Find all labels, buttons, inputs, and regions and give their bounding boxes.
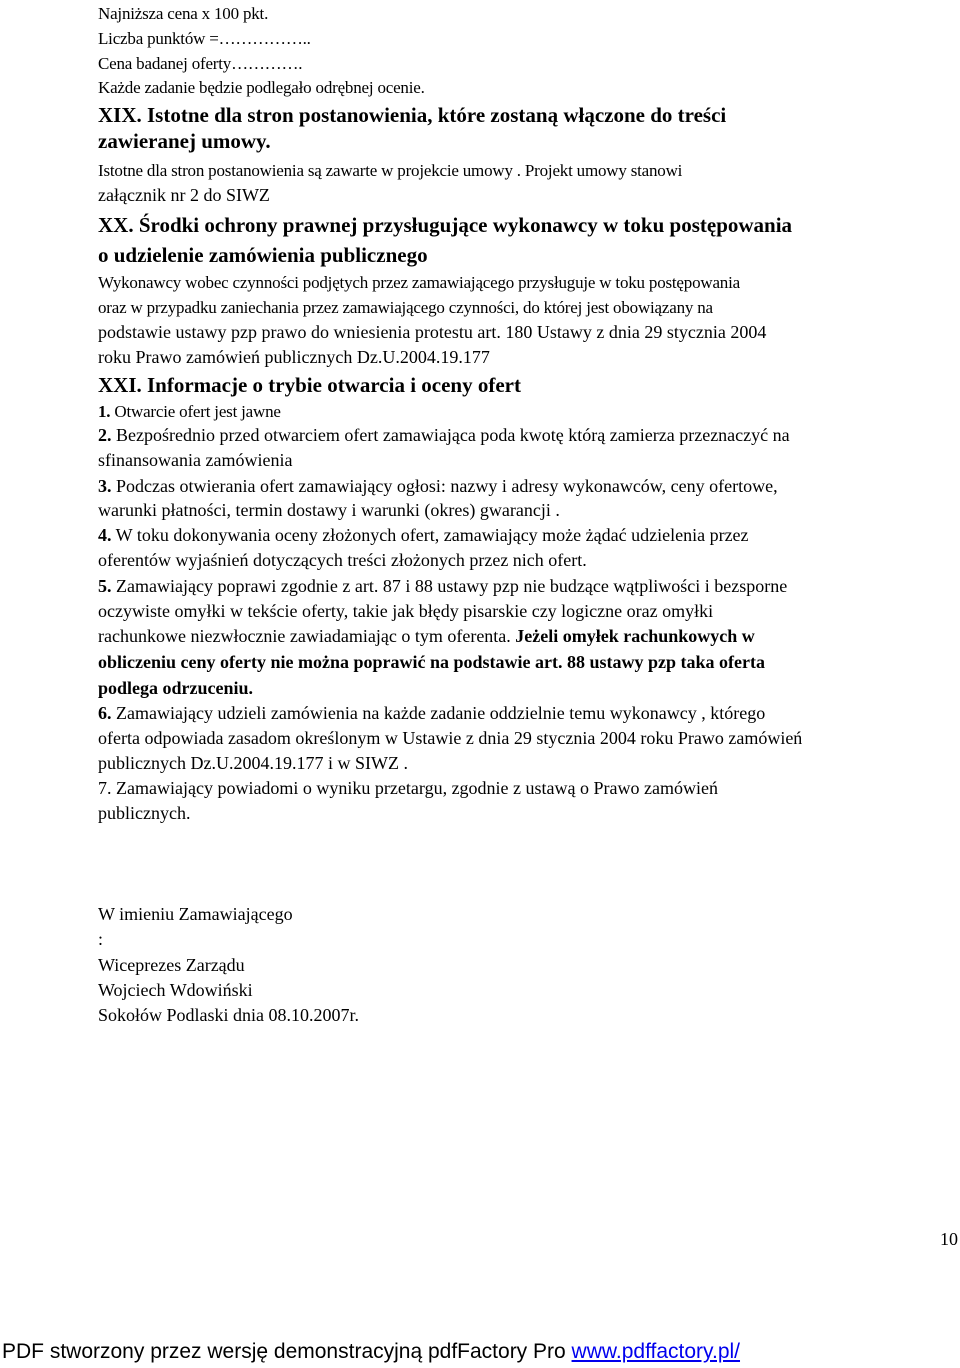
paragraph-line: podstawie ustawy pzp prawo do wniesienia protestu art. 180 Ustawy z dnia 29 stycznia 2004: [98, 322, 767, 342]
list-item-text: Podczas otwierania ofert zamawiający ogłosi: nazwy i adresy wykonawców, ceny ofertowe,: [111, 476, 778, 496]
section-heading-xix: XIX. Istotne dla stron postanowienia, które zostaną włączone do treści: [98, 103, 727, 127]
signature-line: W imieniu Zamawiającego: [98, 904, 293, 924]
list-item-emphasis: podlega odrzuceniu.: [98, 678, 254, 698]
signature-line: Wojciech Wdowiński: [98, 980, 253, 1000]
list-item-number: 5.: [98, 576, 112, 596]
list-item-number: 2.: [98, 425, 112, 445]
list-item: [98, 574, 787, 599]
list-item: [98, 523, 749, 548]
list-item-text: W toku dokonywania oceny złożonych ofert, zamawiający może żądać udzielenia przez: [111, 525, 749, 545]
paragraph-line: Istotne dla stron postanowienia są zawarte w projekcie umowy . Projekt umowy stanowi: [98, 161, 683, 180]
list-item-number: 4.: [98, 525, 112, 545]
section-heading-xx: o udzielenie zamówienia publicznego: [98, 243, 428, 267]
section-heading-xx: XX. Środki ochrony prawnej przysługujące wykonawcy w toku postępowania: [98, 213, 793, 237]
list-item: [98, 399, 281, 424]
list-item-continuation: [98, 624, 755, 649]
list-item-number: 1.: [98, 402, 111, 421]
list-item: [98, 701, 765, 726]
list-item-number: 6.: [98, 703, 112, 723]
criteria-line: Cena badanej oferty………….: [98, 54, 303, 73]
list-item-continuation: warunki płatności, termin dostawy i warunki (okres) gwarancji .: [98, 500, 560, 520]
list-item-text: Bezpośrednio przed otwarciem ofert zamawiająca poda kwotę którą zamierza przeznaczyć na: [111, 425, 790, 445]
list-item: [98, 423, 790, 448]
footer-text: PDF stworzony przez wersję demonstracyjną pdfFactory Pro: [2, 1340, 572, 1363]
list-item-text: rachunkowe niezwłocznie zawiadamiając o tym oferenta.: [98, 626, 511, 646]
page-number: 10: [940, 1229, 958, 1249]
list-item-text: Otwarcie ofert jest jawne: [110, 402, 281, 421]
list-item: 7. Zamawiający powiadomi o wyniku przetargu, zgodnie z ustawą o Prawo zamówień: [98, 778, 718, 798]
list-item-emphasis: Jeżeli omyłek rachunkowych w: [510, 626, 755, 646]
list-item-emphasis: obliczeniu ceny oferty nie można poprawić na podstawie art. 88 ustawy pzp taka oferta: [98, 652, 765, 672]
list-item-text: Zamawiający udzieli zamówienia na każde zadanie oddzielnie temu wykonawcy , którego: [111, 703, 766, 723]
list-item-continuation: sfinansowania zamówienia: [98, 450, 293, 470]
section-heading-xix: zawieranej umowy.: [98, 129, 271, 153]
list-item-text: Zamawiający poprawi zgodnie z art. 87 i 88 ustawy pzp nie budzące wątpliwości i bezsporne: [111, 576, 788, 596]
list-item-continuation: oczywiste omyłki w tekście oferty, takie jak błędy pisarskie czy logiczne oraz omyłki: [98, 601, 714, 621]
footer-link[interactable]: www.pdffactory.pl/: [571, 1340, 741, 1363]
criteria-line: Każde zadanie będzie podlegało odrębnej ocenie.: [98, 78, 425, 97]
list-item-continuation: oferta odpowiada zasadom określonym w Ustawie z dnia 29 stycznia 2004 roku Prawo zamówień: [98, 728, 803, 748]
criteria-line: Liczba punktów =……………..: [98, 29, 311, 48]
signature-line: Sokołów Podlaski dnia 08.10.2007r.: [98, 1005, 360, 1025]
paragraph-line: Wykonawcy wobec czynności podjętych przez zamawiającego przysługuje w toku postępowania: [98, 273, 740, 292]
list-item-continuation: oferentów wyjaśnień dotyczących treści złożonych przez nich ofert.: [98, 550, 587, 570]
list-item-number: 3.: [98, 476, 112, 496]
paragraph-line: oraz w przypadku zaniechania przez zamawiającego czynności, do której jest obowiązany na: [98, 298, 713, 317]
section-heading-xxi: XXI. Informacje o trybie otwarcia i oceny ofert: [98, 373, 521, 397]
list-item-continuation: publicznych Dz.U.2004.19.177 i w SIWZ .: [98, 753, 408, 773]
signature-line: :: [98, 929, 104, 949]
signature-line: Wiceprezes Zarządu: [98, 955, 245, 975]
paragraph-line: roku Prawo zamówień publicznych Dz.U.2004.19.177: [98, 347, 490, 367]
list-item-continuation: publicznych.: [98, 803, 191, 823]
list-item: [98, 474, 778, 499]
paragraph-line: załącznik nr 2 do SIWZ: [98, 185, 270, 205]
pdf-footer: [2, 1340, 740, 1364]
criteria-line: Najniższa cena x 100 pkt.: [98, 4, 269, 23]
